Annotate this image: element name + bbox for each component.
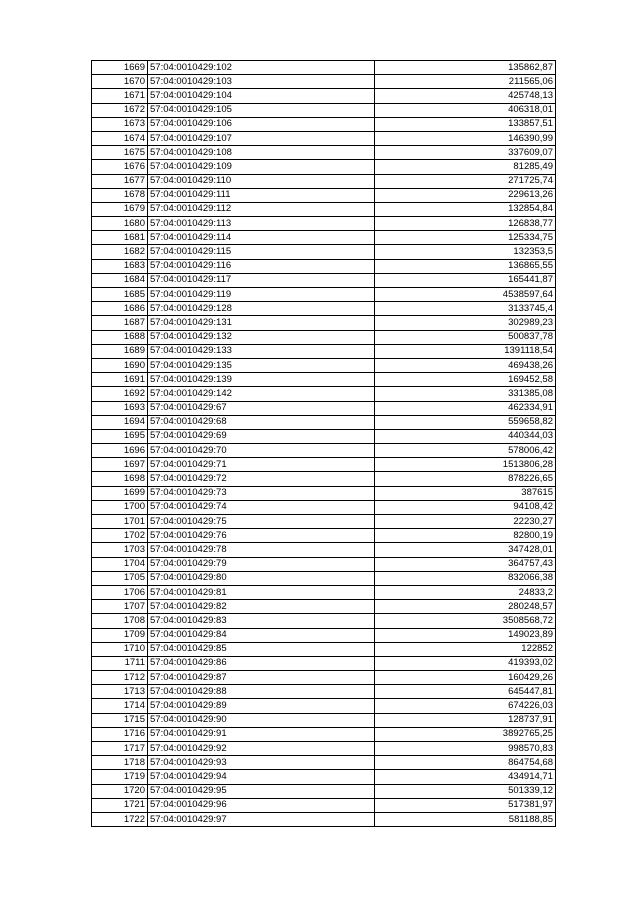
cadastral-number-cell: 57:04:0010429:90	[148, 713, 375, 727]
value-cell: 125334,75	[375, 231, 556, 245]
value-cell: 581188,85	[375, 812, 556, 826]
cadastral-number-cell: 57:04:0010429:112	[148, 202, 375, 216]
value-cell: 122852	[375, 642, 556, 656]
cadastral-number-cell: 57:04:0010429:133	[148, 344, 375, 358]
row-number-cell: 1686	[92, 302, 148, 316]
cadastral-number-cell: 57:04:0010429:115	[148, 245, 375, 259]
row-number-cell: 1695	[92, 429, 148, 443]
value-cell: 434914,71	[375, 770, 556, 784]
cadastral-number-cell: 57:04:0010429:83	[148, 614, 375, 628]
cadastral-number-cell: 57:04:0010429:102	[148, 61, 375, 75]
value-cell: 517381,97	[375, 798, 556, 812]
table-row	[92, 571, 556, 585]
table-row	[92, 458, 556, 472]
cadastral-number-cell: 57:04:0010429:135	[148, 358, 375, 372]
value-cell: 3508568,72	[375, 614, 556, 628]
row-number-cell: 1680	[92, 217, 148, 231]
table-row	[92, 75, 556, 89]
value-cell: 406318,01	[375, 103, 556, 117]
cadastral-number-cell: 57:04:0010429:79	[148, 557, 375, 571]
value-cell: 126838,77	[375, 217, 556, 231]
value-cell: 132353,5	[375, 245, 556, 259]
row-number-cell: 1715	[92, 713, 148, 727]
cadastral-number-cell: 57:04:0010429:96	[148, 798, 375, 812]
value-cell: 878226,65	[375, 472, 556, 486]
table-row	[92, 742, 556, 756]
cadastral-number-cell: 57:04:0010429:74	[148, 500, 375, 514]
row-number-cell: 1681	[92, 231, 148, 245]
table-row	[92, 770, 556, 784]
value-cell: 387615	[375, 486, 556, 500]
cadastral-number-cell: 57:04:0010429:69	[148, 429, 375, 443]
row-number-cell: 1676	[92, 160, 148, 174]
row-number-cell: 1710	[92, 642, 148, 656]
table-row	[92, 727, 556, 741]
row-number-cell: 1698	[92, 472, 148, 486]
cadastral-number-cell: 57:04:0010429:128	[148, 302, 375, 316]
row-number-cell: 1700	[92, 500, 148, 514]
table-row	[92, 472, 556, 486]
table-row	[92, 146, 556, 160]
value-cell: 160429,26	[375, 671, 556, 685]
row-number-cell: 1709	[92, 628, 148, 642]
table-row	[92, 202, 556, 216]
value-cell: 425748,13	[375, 89, 556, 103]
value-cell: 501339,12	[375, 784, 556, 798]
value-cell: 3133745,4	[375, 302, 556, 316]
table-row	[92, 628, 556, 642]
row-number-cell: 1702	[92, 529, 148, 543]
table-row	[92, 117, 556, 131]
table-row	[92, 500, 556, 514]
row-number-cell: 1691	[92, 373, 148, 387]
value-cell: 165441,87	[375, 273, 556, 287]
cadastral-number-cell: 57:04:0010429:86	[148, 656, 375, 670]
row-number-cell: 1712	[92, 671, 148, 685]
value-cell: 82800,19	[375, 529, 556, 543]
table-row	[92, 330, 556, 344]
row-number-cell: 1679	[92, 202, 148, 216]
value-cell: 419393,02	[375, 656, 556, 670]
table-row	[92, 217, 556, 231]
table-row	[92, 486, 556, 500]
row-number-cell: 1722	[92, 812, 148, 826]
table-row	[92, 685, 556, 699]
value-cell: 832066,38	[375, 571, 556, 585]
row-number-cell: 1718	[92, 756, 148, 770]
value-cell: 337609,07	[375, 146, 556, 160]
row-number-cell: 1705	[92, 571, 148, 585]
table-row	[92, 174, 556, 188]
row-number-cell: 1674	[92, 131, 148, 145]
cadastral-number-cell: 57:04:0010429:84	[148, 628, 375, 642]
value-cell: 149023,89	[375, 628, 556, 642]
table-row	[92, 557, 556, 571]
cadastral-number-cell: 57:04:0010429:91	[148, 727, 375, 741]
value-cell: 128737,91	[375, 713, 556, 727]
table-row	[92, 160, 556, 174]
value-cell: 998570,83	[375, 742, 556, 756]
cadastral-number-cell: 57:04:0010429:75	[148, 515, 375, 529]
row-number-cell: 1688	[92, 330, 148, 344]
cadastral-number-cell: 57:04:0010429:104	[148, 89, 375, 103]
cadastral-number-cell: 57:04:0010429:87	[148, 671, 375, 685]
table-row	[92, 699, 556, 713]
value-cell: 136865,55	[375, 259, 556, 273]
value-cell: 440344,03	[375, 429, 556, 443]
row-number-cell: 1675	[92, 146, 148, 160]
cadastral-number-cell: 57:04:0010429:88	[148, 685, 375, 699]
table-row	[92, 756, 556, 770]
value-cell: 146390,99	[375, 131, 556, 145]
value-cell: 364757,43	[375, 557, 556, 571]
cadastral-number-cell: 57:04:0010429:106	[148, 117, 375, 131]
row-number-cell: 1692	[92, 387, 148, 401]
row-number-cell: 1720	[92, 784, 148, 798]
row-number-cell: 1707	[92, 600, 148, 614]
cadastral-number-cell: 57:04:0010429:110	[148, 174, 375, 188]
table-row	[92, 784, 556, 798]
value-cell: 347428,01	[375, 543, 556, 557]
row-number-cell: 1713	[92, 685, 148, 699]
table-row	[92, 585, 556, 599]
value-cell: 3892765,25	[375, 727, 556, 741]
table-row	[92, 273, 556, 287]
table-row	[92, 387, 556, 401]
value-cell: 1391118,54	[375, 344, 556, 358]
row-number-cell: 1716	[92, 727, 148, 741]
cadastral-number-cell: 57:04:0010429:73	[148, 486, 375, 500]
value-cell: 462334,91	[375, 401, 556, 415]
row-number-cell: 1672	[92, 103, 148, 117]
cadastral-number-cell: 57:04:0010429:111	[148, 188, 375, 202]
row-number-cell: 1694	[92, 415, 148, 429]
cadastral-number-cell: 57:04:0010429:80	[148, 571, 375, 585]
value-cell: 135862,87	[375, 61, 556, 75]
table-row	[92, 812, 556, 826]
value-cell: 645447,81	[375, 685, 556, 699]
row-number-cell: 1721	[92, 798, 148, 812]
value-cell: 559658,82	[375, 415, 556, 429]
cadastral-number-cell: 57:04:0010429:70	[148, 444, 375, 458]
cadastral-number-cell: 57:04:0010429:139	[148, 373, 375, 387]
row-number-cell: 1704	[92, 557, 148, 571]
row-number-cell: 1683	[92, 259, 148, 273]
cadastral-number-cell: 57:04:0010429:105	[148, 103, 375, 117]
row-number-cell: 1719	[92, 770, 148, 784]
table-row	[92, 713, 556, 727]
cadastral-value-table	[91, 60, 556, 827]
value-cell: 133857,51	[375, 117, 556, 131]
cadastral-number-cell: 57:04:0010429:78	[148, 543, 375, 557]
cadastral-number-cell: 57:04:0010429:71	[148, 458, 375, 472]
cadastral-number-cell: 57:04:0010429:76	[148, 529, 375, 543]
value-cell: 81285,49	[375, 160, 556, 174]
value-cell: 864754,68	[375, 756, 556, 770]
cadastral-number-cell: 57:04:0010429:108	[148, 146, 375, 160]
value-cell: 132854,84	[375, 202, 556, 216]
row-number-cell: 1671	[92, 89, 148, 103]
table-row	[92, 89, 556, 103]
value-cell: 578006,42	[375, 444, 556, 458]
value-cell: 22230,27	[375, 515, 556, 529]
table-row	[92, 529, 556, 543]
row-number-cell: 1687	[92, 316, 148, 330]
value-cell: 271725,74	[375, 174, 556, 188]
table-body	[92, 61, 556, 827]
table-row	[92, 259, 556, 273]
cadastral-number-cell: 57:04:0010429:103	[148, 75, 375, 89]
row-number-cell: 1699	[92, 486, 148, 500]
table-row	[92, 344, 556, 358]
cadastral-number-cell: 57:04:0010429:93	[148, 756, 375, 770]
table-row	[92, 61, 556, 75]
row-number-cell: 1682	[92, 245, 148, 259]
cadastral-number-cell: 57:04:0010429:72	[148, 472, 375, 486]
cadastral-number-cell: 57:04:0010429:116	[148, 259, 375, 273]
table-row	[92, 131, 556, 145]
cadastral-number-cell: 57:04:0010429:68	[148, 415, 375, 429]
value-cell: 500837,78	[375, 330, 556, 344]
row-number-cell: 1677	[92, 174, 148, 188]
row-number-cell: 1690	[92, 358, 148, 372]
cadastral-number-cell: 57:04:0010429:89	[148, 699, 375, 713]
document-page	[91, 60, 556, 827]
table-row	[92, 288, 556, 302]
table-row	[92, 656, 556, 670]
cadastral-number-cell: 57:04:0010429:109	[148, 160, 375, 174]
cadastral-number-cell: 57:04:0010429:81	[148, 585, 375, 599]
value-cell: 94108,42	[375, 500, 556, 514]
row-number-cell: 1701	[92, 515, 148, 529]
row-number-cell: 1685	[92, 288, 148, 302]
table-row	[92, 444, 556, 458]
row-number-cell: 1703	[92, 543, 148, 557]
cadastral-number-cell: 57:04:0010429:119	[148, 288, 375, 302]
table-row	[92, 188, 556, 202]
cadastral-number-cell: 57:04:0010429:95	[148, 784, 375, 798]
row-number-cell: 1684	[92, 273, 148, 287]
table-row	[92, 401, 556, 415]
value-cell: 4538597,64	[375, 288, 556, 302]
cadastral-number-cell: 57:04:0010429:67	[148, 401, 375, 415]
row-number-cell: 1669	[92, 61, 148, 75]
row-number-cell: 1673	[92, 117, 148, 131]
value-cell: 302989,23	[375, 316, 556, 330]
table-row	[92, 429, 556, 443]
table-row	[92, 671, 556, 685]
row-number-cell: 1696	[92, 444, 148, 458]
table-row	[92, 798, 556, 812]
row-number-cell: 1697	[92, 458, 148, 472]
table-row	[92, 543, 556, 557]
row-number-cell: 1693	[92, 401, 148, 415]
table-row	[92, 358, 556, 372]
row-number-cell: 1706	[92, 585, 148, 599]
cadastral-number-cell: 57:04:0010429:114	[148, 231, 375, 245]
row-number-cell: 1708	[92, 614, 148, 628]
row-number-cell: 1717	[92, 742, 148, 756]
cadastral-number-cell: 57:04:0010429:117	[148, 273, 375, 287]
table-row	[92, 415, 556, 429]
cadastral-number-cell: 57:04:0010429:94	[148, 770, 375, 784]
value-cell: 24833,2	[375, 585, 556, 599]
row-number-cell: 1689	[92, 344, 148, 358]
table-row	[92, 642, 556, 656]
cadastral-number-cell: 57:04:0010429:107	[148, 131, 375, 145]
cadastral-number-cell: 57:04:0010429:82	[148, 600, 375, 614]
row-number-cell: 1670	[92, 75, 148, 89]
table-row	[92, 515, 556, 529]
table-row	[92, 103, 556, 117]
cadastral-number-cell: 57:04:0010429:113	[148, 217, 375, 231]
value-cell: 469438,26	[375, 358, 556, 372]
cadastral-number-cell: 57:04:0010429:131	[148, 316, 375, 330]
table-row	[92, 373, 556, 387]
value-cell: 674226,03	[375, 699, 556, 713]
value-cell: 280248,57	[375, 600, 556, 614]
cadastral-number-cell: 57:04:0010429:142	[148, 387, 375, 401]
cadastral-number-cell: 57:04:0010429:97	[148, 812, 375, 826]
value-cell: 169452,58	[375, 373, 556, 387]
table-row	[92, 600, 556, 614]
row-number-cell: 1714	[92, 699, 148, 713]
row-number-cell: 1678	[92, 188, 148, 202]
table-row	[92, 614, 556, 628]
table-row	[92, 302, 556, 316]
table-row	[92, 245, 556, 259]
value-cell: 331385,08	[375, 387, 556, 401]
table-row	[92, 231, 556, 245]
cadastral-number-cell: 57:04:0010429:132	[148, 330, 375, 344]
table-row	[92, 316, 556, 330]
value-cell: 1513806,28	[375, 458, 556, 472]
cadastral-number-cell: 57:04:0010429:92	[148, 742, 375, 756]
value-cell: 229613,26	[375, 188, 556, 202]
cadastral-number-cell: 57:04:0010429:85	[148, 642, 375, 656]
row-number-cell: 1711	[92, 656, 148, 670]
value-cell: 211565,06	[375, 75, 556, 89]
